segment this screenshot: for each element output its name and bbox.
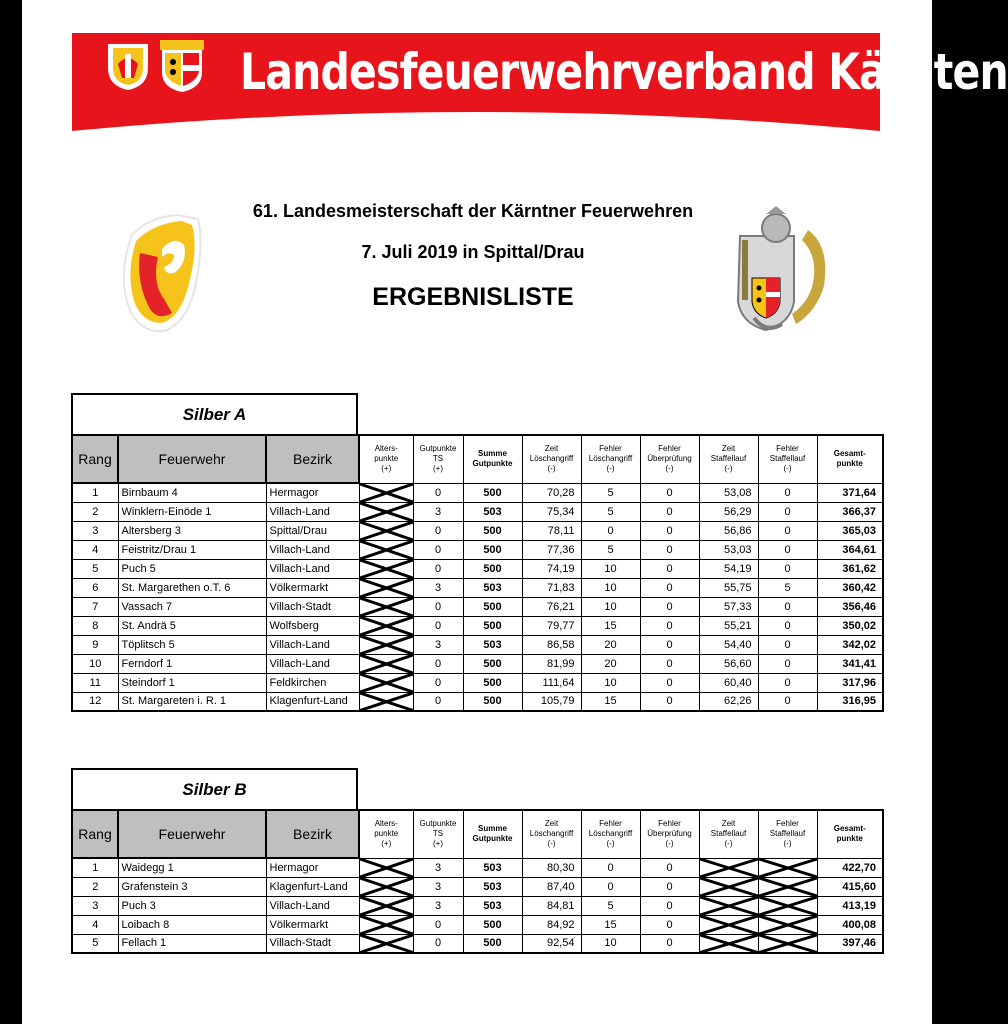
summe-gutpunkte-cell: 500 [463, 483, 522, 502]
zeit-loeschangriff-cell: 87,40 [522, 877, 581, 896]
fehler-loeschangriff-cell: 20 [581, 635, 640, 654]
gesamtpunkte-cell: 413,19 [817, 896, 883, 915]
fehler-ueberpruefung-cell: 0 [640, 521, 699, 540]
gutpunkte-ts-cell: 3 [413, 877, 463, 896]
fehler-loeschangriff-cell: 10 [581, 673, 640, 692]
gesamtpunkte-cell: 341,41 [817, 654, 883, 673]
gesamtpunkte-cell: 366,37 [817, 502, 883, 521]
alterspunkte-empty-cell [359, 934, 413, 953]
fehler-ueberpruefung-cell: 0 [640, 578, 699, 597]
gutpunkte-ts-cell: 0 [413, 540, 463, 559]
header-alterspunkte: Alters- punkte (+) [359, 810, 413, 858]
bezirk-cell: Villach-Land [266, 635, 359, 654]
header-rang: Rang [72, 435, 118, 483]
bezirk-cell: Feldkirchen [266, 673, 359, 692]
banner [72, 33, 1008, 131]
summe-gutpunkte-cell: 500 [463, 654, 522, 673]
feuerwehr-cell: Steindorf 1 [118, 673, 266, 692]
zeit-staffellauf-cell: 62,26 [699, 692, 758, 711]
fehler-loeschangriff-cell: 10 [581, 934, 640, 953]
gutpunkte-ts-cell: 3 [413, 578, 463, 597]
fehler-ueberpruefung-cell: 0 [640, 692, 699, 711]
gesamtpunkte-cell: 422,70 [817, 858, 883, 877]
summe-gutpunkte-cell: 500 [463, 540, 522, 559]
header-gutpunkte-ts: Gutpunkte TS (+) [413, 810, 463, 858]
header-gesamtpunkte: Gesamt- punkte [817, 435, 883, 483]
fehler-ueberpruefung-cell: 0 [640, 858, 699, 877]
document-title: ERGEBNISLISTE [372, 283, 574, 311]
zeit-loeschangriff-cell: 111,64 [522, 673, 581, 692]
gesamtpunkte-cell: 400,08 [817, 915, 883, 934]
fehler-ueberpruefung-cell: 0 [640, 502, 699, 521]
rang-cell: 9 [72, 635, 118, 654]
zeit-loeschangriff-cell: 79,77 [522, 616, 581, 635]
fehler-ueberpruefung-cell: 0 [640, 934, 699, 953]
zeit-loeschangriff-cell: 84,92 [522, 915, 581, 934]
fehler-loeschangriff-cell: 0 [581, 858, 640, 877]
header-zeit-staffellauf: Zeit Staffellauf (-) [699, 810, 758, 858]
header-summe-gutpunkte: Summe Gutpunkte [463, 435, 522, 483]
zeit-staffellauf-empty-cell [699, 877, 758, 896]
table-row [72, 934, 883, 953]
bezirk-cell: Villach-Stadt [266, 597, 359, 616]
gesamtpunkte-cell: 397,46 [817, 934, 883, 953]
alterspunkte-empty-cell [359, 521, 413, 540]
fehler-ueberpruefung-cell: 0 [640, 559, 699, 578]
summe-gutpunkte-cell: 503 [463, 877, 522, 896]
header-zeit-loeschangriff: Zeit Löschangriff (-) [522, 810, 581, 858]
table-header-row [72, 810, 883, 858]
fehler-ueberpruefung-cell: 0 [640, 915, 699, 934]
alterspunkte-empty-cell [359, 654, 413, 673]
alterspunkte-empty-cell [359, 635, 413, 654]
header-fehler-loeschangriff: Fehler Löschangriff (-) [581, 810, 640, 858]
fehler-ueberpruefung-cell: 0 [640, 483, 699, 502]
alterspunkte-empty-cell [359, 483, 413, 502]
table-row [72, 654, 883, 673]
summe-gutpunkte-cell: 500 [463, 915, 522, 934]
zeit-loeschangriff-cell: 84,81 [522, 896, 581, 915]
header-zeit-staffellauf: Zeit Staffellauf (-) [699, 435, 758, 483]
bezirk-cell: Villach-Land [266, 559, 359, 578]
fehler-loeschangriff-cell: 0 [581, 877, 640, 896]
gesamtpunkte-cell: 364,61 [817, 540, 883, 559]
feuerwehr-cell: St. Andrä 5 [118, 616, 266, 635]
zeit-loeschangriff-cell: 86,58 [522, 635, 581, 654]
alterspunkte-empty-cell [359, 915, 413, 934]
table-row [72, 635, 883, 654]
fehler-staffellauf-cell: 0 [758, 692, 817, 711]
gesamtpunkte-cell: 371,64 [817, 483, 883, 502]
table-row [72, 483, 883, 502]
rang-cell: 10 [72, 654, 118, 673]
alterspunkte-empty-cell [359, 877, 413, 896]
gutpunkte-ts-cell: 3 [413, 635, 463, 654]
zeit-staffellauf-cell: 60,40 [699, 673, 758, 692]
feuerwehr-cell: Grafenstein 3 [118, 877, 266, 896]
fehler-ueberpruefung-cell: 0 [640, 616, 699, 635]
fehler-staffellauf-cell: 0 [758, 673, 817, 692]
gutpunkte-ts-cell: 3 [413, 896, 463, 915]
zeit-staffellauf-cell: 53,08 [699, 483, 758, 502]
rang-cell: 7 [72, 597, 118, 616]
table-row [72, 896, 883, 915]
header-fehler-staffellauf: Fehler Staffellauf (-) [758, 435, 817, 483]
header-fehler-ueberpruefung: Fehler Überprüfung (-) [640, 435, 699, 483]
rang-cell: 2 [72, 502, 118, 521]
fehler-ueberpruefung-cell: 0 [640, 540, 699, 559]
rang-cell: 1 [72, 483, 118, 502]
table-row [72, 915, 883, 934]
header-bezirk: Bezirk [266, 435, 359, 483]
table-row [72, 692, 883, 711]
table-row [72, 597, 883, 616]
zeit-staffellauf-cell: 56,60 [699, 654, 758, 673]
zeit-staffellauf-cell: 54,19 [699, 559, 758, 578]
fehler-staffellauf-cell: 0 [758, 559, 817, 578]
fehler-ueberpruefung-cell: 0 [640, 654, 699, 673]
summe-gutpunkte-cell: 500 [463, 934, 522, 953]
feuerwehr-cell: Winklern-Einöde 1 [118, 502, 266, 521]
gesamtpunkte-cell: 415,60 [817, 877, 883, 896]
fehler-staffellauf-cell: 0 [758, 654, 817, 673]
gutpunkte-ts-cell: 0 [413, 521, 463, 540]
rang-cell: 4 [72, 540, 118, 559]
gutpunkte-ts-cell: 0 [413, 483, 463, 502]
zeit-loeschangriff-cell: 71,83 [522, 578, 581, 597]
zeit-loeschangriff-cell: 74,19 [522, 559, 581, 578]
fehler-staffellauf-empty-cell [758, 934, 817, 953]
document-page [22, 0, 1008, 1024]
alterspunkte-empty-cell [359, 896, 413, 915]
feuerwehr-cell: Altersberg 3 [118, 521, 266, 540]
fehler-loeschangriff-cell: 15 [581, 915, 640, 934]
gesamtpunkte-cell: 317,96 [817, 673, 883, 692]
bezirk-cell: Hermagor [266, 483, 359, 502]
zeit-loeschangriff-cell: 78,11 [522, 521, 581, 540]
zeit-staffellauf-cell: 55,21 [699, 616, 758, 635]
fehler-staffellauf-cell: 0 [758, 502, 817, 521]
bezirk-cell: Klagenfurt-Land [266, 877, 359, 896]
gesamtpunkte-cell: 342,02 [817, 635, 883, 654]
header-alterspunkte: Alters- punkte (+) [359, 435, 413, 483]
header-summe-gutpunkte: Summe Gutpunkte [463, 810, 522, 858]
alterspunkte-empty-cell [359, 692, 413, 711]
fehler-loeschangriff-cell: 5 [581, 896, 640, 915]
header-fehler-staffellauf: Fehler Staffellauf (-) [758, 810, 817, 858]
summe-gutpunkte-cell: 500 [463, 673, 522, 692]
table-row [72, 578, 883, 597]
rang-cell: 3 [72, 521, 118, 540]
alterspunkte-empty-cell [359, 597, 413, 616]
fehler-loeschangriff-cell: 5 [581, 502, 640, 521]
rang-cell: 11 [72, 673, 118, 692]
event-title: 61. Landesmeisterschaft der Kärntner Feuerwehren [252, 201, 694, 221]
summe-gutpunkte-cell: 503 [463, 858, 522, 877]
bezirk-cell: Villach-Land [266, 502, 359, 521]
summe-gutpunkte-cell: 503 [463, 896, 522, 915]
feuerwehr-cell: Waidegg 1 [118, 858, 266, 877]
gutpunkte-ts-cell: 0 [413, 915, 463, 934]
gutpunkte-ts-cell: 0 [413, 616, 463, 635]
rang-cell: 8 [72, 616, 118, 635]
summe-gutpunkte-cell: 503 [463, 635, 522, 654]
feuerwehr-cell: Fellach 1 [118, 934, 266, 953]
fehler-staffellauf-cell: 0 [758, 597, 817, 616]
header-feuerwehr: Feuerwehr [118, 435, 266, 483]
gesamtpunkte-cell: 365,03 [817, 521, 883, 540]
fehler-staffellauf-empty-cell [758, 915, 817, 934]
fehler-staffellauf-cell: 5 [758, 578, 817, 597]
gesamtpunkte-cell: 361,62 [817, 559, 883, 578]
zeit-loeschangriff-cell: 75,34 [522, 502, 581, 521]
bezirk-cell: Villach-Land [266, 654, 359, 673]
gutpunkte-ts-cell: 3 [413, 502, 463, 521]
summe-gutpunkte-cell: 500 [463, 597, 522, 616]
fehler-loeschangriff-cell: 15 [581, 616, 640, 635]
alterspunkte-empty-cell [359, 578, 413, 597]
landesfeuerwehrverband-emblem-icon [720, 206, 840, 340]
summe-gutpunkte-cell: 503 [463, 578, 522, 597]
fehler-staffellauf-empty-cell [758, 877, 817, 896]
header-gesamtpunkte: Gesamt- punkte [817, 810, 883, 858]
feuerwehr-cell: Ferndorf 1 [118, 654, 266, 673]
zeit-staffellauf-cell: 56,86 [699, 521, 758, 540]
gutpunkte-ts-cell: 0 [413, 597, 463, 616]
silber-a-table [71, 434, 884, 712]
zeit-staffellauf-cell: 55,75 [699, 578, 758, 597]
header-bezirk: Bezirk [266, 810, 359, 858]
fehler-staffellauf-empty-cell [758, 896, 817, 915]
fehler-loeschangriff-cell: 10 [581, 597, 640, 616]
summe-gutpunkte-cell: 500 [463, 616, 522, 635]
table-header-row [72, 435, 883, 483]
zeit-loeschangriff-cell: 80,30 [522, 858, 581, 877]
alterspunkte-empty-cell [359, 540, 413, 559]
table-row [72, 858, 883, 877]
alterspunkte-empty-cell [359, 858, 413, 877]
feuerwehr-cell: Puch 5 [118, 559, 266, 578]
gutpunkte-ts-cell: 0 [413, 654, 463, 673]
table-row [72, 521, 883, 540]
fehler-loeschangriff-cell: 0 [581, 521, 640, 540]
bezirk-cell: Villach-Land [266, 896, 359, 915]
table-row [72, 877, 883, 896]
table-row [72, 559, 883, 578]
gesamtpunkte-cell: 356,46 [817, 597, 883, 616]
summe-gutpunkte-cell: 500 [463, 559, 522, 578]
zeit-staffellauf-cell: 57,33 [699, 597, 758, 616]
rang-cell: 4 [72, 915, 118, 934]
bezirk-cell: Völkermarkt [266, 915, 359, 934]
fehler-loeschangriff-cell: 5 [581, 540, 640, 559]
fehler-loeschangriff-cell: 20 [581, 654, 640, 673]
feuerwehr-cell: St. Margareten i. R. 1 [118, 692, 266, 711]
fehler-ueberpruefung-cell: 0 [640, 635, 699, 654]
table-row [72, 616, 883, 635]
coat-of-arms-icon [156, 38, 208, 94]
bezirk-cell: Spittal/Drau [266, 521, 359, 540]
header-fehler-loeschangriff: Fehler Löschangriff (-) [581, 435, 640, 483]
zeit-staffellauf-cell: 53,03 [699, 540, 758, 559]
fire-brigade-logo-icon [118, 213, 208, 335]
gutpunkte-ts-cell: 0 [413, 934, 463, 953]
silber-a-title: Silber A [71, 393, 358, 434]
alterspunkte-empty-cell [359, 616, 413, 635]
gutpunkte-ts-cell: 0 [413, 673, 463, 692]
rang-cell: 12 [72, 692, 118, 711]
fehler-staffellauf-cell: 0 [758, 521, 817, 540]
zeit-loeschangriff-cell: 92,54 [522, 934, 581, 953]
fehler-loeschangriff-cell: 10 [581, 559, 640, 578]
feuerwehr-cell: Birnbaum 4 [118, 483, 266, 502]
header-feuerwehr: Feuerwehr [118, 810, 266, 858]
fehler-ueberpruefung-cell: 0 [640, 597, 699, 616]
table-row [72, 502, 883, 521]
zeit-loeschangriff-cell: 77,36 [522, 540, 581, 559]
alterspunkte-empty-cell [359, 673, 413, 692]
bezirk-cell: Wolfsberg [266, 616, 359, 635]
summe-gutpunkte-cell: 500 [463, 692, 522, 711]
banner-title: Landesfeuerwehrverband Kärnten [240, 43, 1008, 101]
fehler-loeschangriff-cell: 10 [581, 578, 640, 597]
event-date: 7. Juli 2019 in Spittal/Drau [361, 242, 585, 262]
summe-gutpunkte-cell: 500 [463, 521, 522, 540]
feuerwehr-cell: Töplitsch 5 [118, 635, 266, 654]
gesamtpunkte-cell: 316,95 [817, 692, 883, 711]
feuerwehr-cell: Loibach 8 [118, 915, 266, 934]
table-row [72, 673, 883, 692]
feuerwehr-cell: Puch 3 [118, 896, 266, 915]
gutpunkte-ts-cell: 3 [413, 858, 463, 877]
zeit-loeschangriff-cell: 76,21 [522, 597, 581, 616]
header-fehler-ueberpruefung: Fehler Überprüfung (-) [640, 810, 699, 858]
rang-cell: 1 [72, 858, 118, 877]
fehler-staffellauf-empty-cell [758, 858, 817, 877]
zeit-loeschangriff-cell: 70,28 [522, 483, 581, 502]
gutpunkte-ts-cell: 0 [413, 559, 463, 578]
bezirk-cell: Villach-Land [266, 540, 359, 559]
fehler-ueberpruefung-cell: 0 [640, 673, 699, 692]
feuerwehr-cell: St. Margarethen o.T. 6 [118, 578, 266, 597]
fehler-staffellauf-cell: 0 [758, 616, 817, 635]
zeit-staffellauf-empty-cell [699, 934, 758, 953]
silber-b-table [71, 809, 884, 954]
header-zeit-loeschangriff: Zeit Löschangriff (-) [522, 435, 581, 483]
rang-cell: 3 [72, 896, 118, 915]
table-row [72, 540, 883, 559]
bezirk-cell: Klagenfurt-Land [266, 692, 359, 711]
rang-cell: 5 [72, 934, 118, 953]
gesamtpunkte-cell: 360,42 [817, 578, 883, 597]
feuerwehr-cell: Vassach 7 [118, 597, 266, 616]
bezirk-cell: Hermagor [266, 858, 359, 877]
bezirk-cell: Völkermarkt [266, 578, 359, 597]
zeit-staffellauf-empty-cell [699, 858, 758, 877]
feuerwehr-cell: Feistritz/Drau 1 [118, 540, 266, 559]
alterspunkte-empty-cell [359, 502, 413, 521]
zeit-staffellauf-cell: 54,40 [699, 635, 758, 654]
header-gutpunkte-ts: Gutpunkte TS (+) [413, 435, 463, 483]
alterspunkte-empty-cell [359, 559, 413, 578]
fehler-staffellauf-cell: 0 [758, 540, 817, 559]
rang-cell: 2 [72, 877, 118, 896]
rang-cell: 5 [72, 559, 118, 578]
gesamtpunkte-cell: 350,02 [817, 616, 883, 635]
rang-cell: 6 [72, 578, 118, 597]
header-rang: Rang [72, 810, 118, 858]
fire-brigade-emblem-icon [104, 38, 152, 92]
fehler-ueberpruefung-cell: 0 [640, 896, 699, 915]
fehler-staffellauf-cell: 0 [758, 635, 817, 654]
fehler-loeschangriff-cell: 15 [581, 692, 640, 711]
gutpunkte-ts-cell: 0 [413, 692, 463, 711]
silber-b-title: Silber B [71, 768, 358, 809]
zeit-staffellauf-cell: 56,29 [699, 502, 758, 521]
zeit-staffellauf-empty-cell [699, 896, 758, 915]
fehler-staffellauf-cell: 0 [758, 483, 817, 502]
fehler-loeschangriff-cell: 5 [581, 483, 640, 502]
zeit-loeschangriff-cell: 81,99 [522, 654, 581, 673]
zeit-staffellauf-empty-cell [699, 915, 758, 934]
zeit-loeschangriff-cell: 105,79 [522, 692, 581, 711]
bezirk-cell: Villach-Stadt [266, 934, 359, 953]
summe-gutpunkte-cell: 503 [463, 502, 522, 521]
fehler-ueberpruefung-cell: 0 [640, 877, 699, 896]
